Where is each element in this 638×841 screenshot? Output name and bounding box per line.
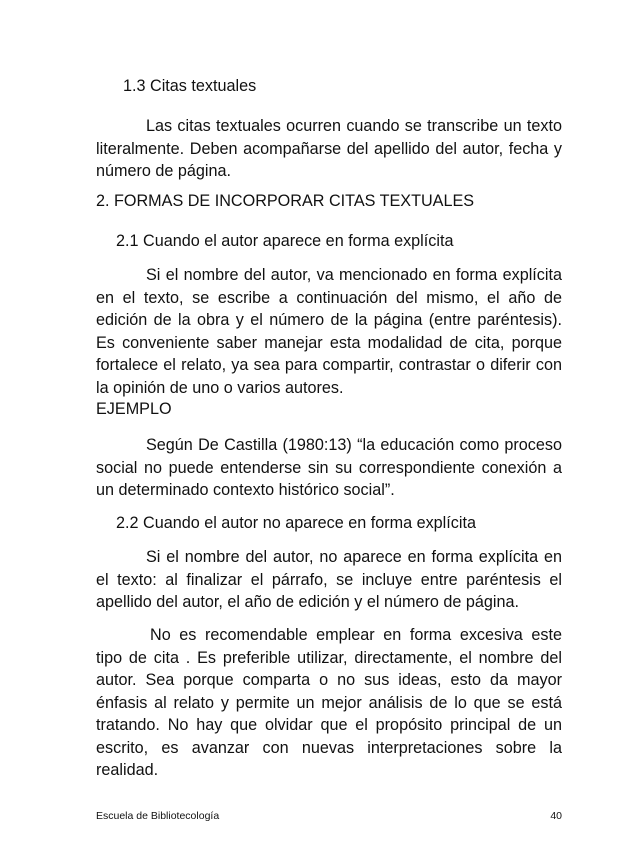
section-2-heading: 2. FORMAS DE INCORPORAR CITAS TEXTUALES xyxy=(96,192,475,210)
footer-school-name: Escuela de Bibliotecología xyxy=(96,810,220,822)
example-label: EJEMPLO xyxy=(96,400,172,418)
section-2-1-heading: 2.1 Cuando el autor aparece en forma explícita xyxy=(116,232,454,250)
paragraph-autor-explicito: Si el nombre del autor, va mencionado en forma explícita en el texto, se escribe a continuación del mismo, el año de edición de la obra y el número de la página (entre paréntesis). Es conveniente saber manejar esta modalidad de cita, porque fortalece el relato, ya sea para compartir, contrastar o diferir con la opinión de uno o varios autores. xyxy=(96,266,562,397)
paragraph-citas-textuales: Las citas textuales ocurren cuando se transcribe un texto literalmente. Deben acompañarse del apellido del autor, fecha y número de página. xyxy=(96,117,562,180)
section-2-2-heading: 2.2 Cuando el autor no aparece en forma explícita xyxy=(116,514,476,532)
paragraph-autor-no-explicito: Si el nombre del autor, no aparece en forma explícita en el texto: al finalizar el párrafo, se incluye entre paréntesis el apellido del autor, el año de edición y el número de página. xyxy=(96,548,562,611)
paragraph-example-quote: Según De Castilla (1980:13) “la educación como proceso social no puede entenderse sin su correspondiente conexión a un determinado contexto histórico social”. xyxy=(96,436,562,499)
page-footer xyxy=(96,809,562,823)
section-1-3-heading: 1.3 Citas textuales xyxy=(123,77,257,95)
page-number: 40 xyxy=(550,810,562,822)
paragraph-recomendacion: No es recomendable emplear en forma excesiva este tipo de cita . Es preferible utilizar, directamente, el nombre del autor. Sea porque comparta o no sus ideas, esto da mayor énfasis al relato y permite un mejor análisis de lo que se está tratando. No hay que olvidar que el propósito principal de un escrito, es avanzar con nuevas interpretaciones sobre la realidad. xyxy=(96,626,562,779)
